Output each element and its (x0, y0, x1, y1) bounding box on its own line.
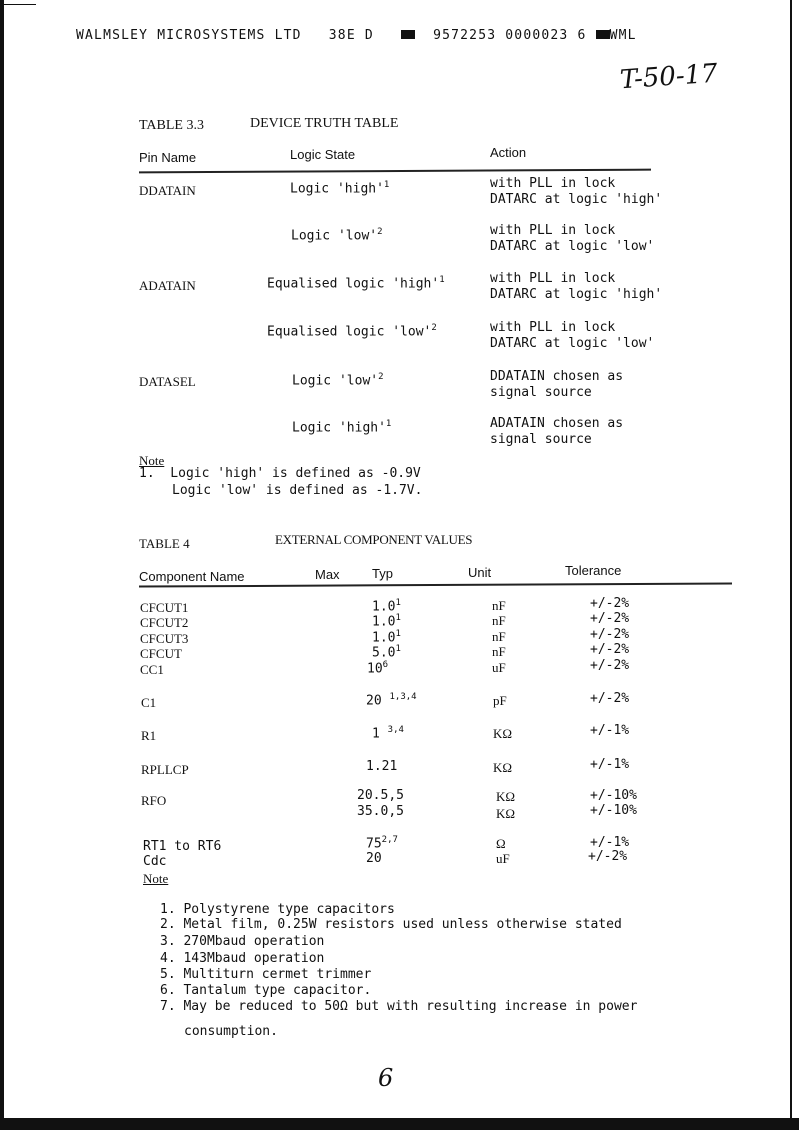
unit-value: nF (492, 644, 506, 659)
tolerance-value: +/-2% (590, 627, 630, 642)
header-code: 38E D (328, 28, 374, 43)
note-item: 7. May be reduced to 50Ω but with resulting increase in power (160, 999, 638, 1014)
component-name: CFCUT3 (140, 631, 189, 646)
action-line: DDATAIN chosen as (490, 369, 624, 384)
scan-bottom-edge (0, 1118, 799, 1130)
logic-state: Equalised logic '$low'^2$ (267, 323, 437, 340)
logic-state: Logic '$low'^2$ (292, 372, 384, 389)
pin-name: DDATAIN (139, 183, 196, 198)
tolerance-value: +/-1% (590, 835, 630, 850)
note-item: 6. Tantalum type capacitor. (160, 983, 372, 998)
typ-value: 1 $^{3,4}$ (372, 725, 404, 742)
typ-value: 20 $^{1,3,4}$ (366, 692, 417, 709)
component-name: CFCUT2 (140, 615, 189, 630)
table4-number: TABLE 4 (139, 536, 190, 551)
component-name: CC1 (140, 662, 164, 677)
header-logic-state: Logic State (290, 147, 356, 162)
tolerance-value: +/-2% (590, 642, 630, 657)
unit-value: uF (496, 851, 510, 866)
header-unit: Unit (468, 565, 492, 580)
scan-top-mark (4, 4, 36, 5)
typ-value: 35.0,5 (357, 804, 404, 819)
header-component-name: Component Name (139, 569, 245, 584)
action-line: DATARC at logic 'low' (490, 336, 655, 351)
typ-value: $5.0^1$ (372, 644, 401, 661)
unit-value: Ω (496, 836, 506, 851)
action-line: with PLL in lock (490, 223, 616, 238)
note-item-continued: consumption. (184, 1024, 278, 1039)
header-pin-name: Pin Name (139, 150, 197, 165)
typ-value: $1.0^1$ (372, 613, 401, 630)
tolerance-value: +/-2% (590, 596, 630, 611)
header-number: 9572253 0000023 6 (433, 28, 587, 43)
header-action: Action (490, 145, 527, 160)
company-name: WALMSLEY MICROSYSTEMS LTD (76, 28, 302, 43)
pin-name: ADATAIN (139, 278, 196, 293)
fax-header (76, 28, 637, 43)
tolerance-value: +/-2% (590, 611, 630, 626)
component-name: R1 (141, 728, 157, 743)
note-item: 3. 270Mbaud operation (160, 934, 325, 949)
unit-value: KΩ (496, 789, 516, 804)
typ-value: $10^6$ (367, 660, 389, 677)
component-name: CFCUT1 (140, 600, 189, 615)
typ-value: 20.5,5 (357, 788, 404, 803)
table33-note-line: 1. Logic 'high' is defined as -0.9V (139, 466, 421, 481)
handwritten-ref: T-50-17 (619, 58, 719, 96)
handwritten-page-number: 6 (378, 1064, 394, 1092)
action-line: with PLL in lock (490, 271, 616, 286)
table33-number: TABLE 3.3 (139, 118, 204, 133)
table4-note-heading: Note (143, 871, 169, 886)
unit-value: nF (492, 613, 506, 628)
component-name: C1 (141, 695, 157, 710)
tolerance-value: +/-2% (588, 849, 628, 864)
typ-value: 20 (366, 851, 382, 866)
header-max: Max (315, 567, 340, 582)
header-tolerance: Tolerance (565, 563, 622, 578)
action-line: DATARC at logic 'high' (490, 287, 663, 302)
action-line: with PLL in lock (490, 176, 616, 191)
note-item: 4. 143Mbaud operation (160, 951, 325, 966)
unit-value: pF (493, 693, 507, 708)
tolerance-value: +/-1% (590, 723, 630, 738)
table4-title: EXTERNAL COMPONENT VALUES (275, 532, 473, 547)
scan-left-edge (0, 0, 4, 1130)
unit-value: KΩ (493, 760, 513, 775)
tolerance-value: +/-10% (590, 803, 637, 818)
header-suffix: WML (609, 28, 637, 43)
table33-rule (139, 169, 651, 173)
note-item: 1. Polystyrene type capacitors (160, 902, 395, 917)
unit-value: uF (492, 660, 506, 675)
unit-value: KΩ (496, 806, 516, 821)
table33-title: DEVICE TRUTH TABLE (250, 116, 399, 131)
action-line: with PLL in lock (490, 320, 616, 335)
component-name: CFCUT (140, 646, 182, 661)
tolerance-value: +/-2% (590, 691, 630, 706)
component-name: RFO (141, 793, 167, 808)
tolerance-value: +/-1% (590, 757, 630, 772)
component-name: RPLLCP (141, 762, 189, 777)
tolerance-value: +/-10% (590, 788, 637, 803)
action-line: DATARC at logic 'low' (490, 239, 655, 254)
logic-state: Equalised logic '$high'^1$ (267, 275, 445, 292)
table33-note-line: Logic 'low' is defined as -1.7V. (172, 483, 423, 498)
scan-right-edge (790, 0, 792, 1118)
unit-value: nF (492, 598, 506, 613)
logic-state: Logic '$high'^1$ (292, 419, 392, 436)
redaction-block (401, 30, 415, 39)
redaction-block (596, 30, 610, 39)
logic-state: Logic '$low'^2$ (291, 227, 383, 244)
typ-value: $1.0^1$ (372, 598, 401, 615)
unit-value: KΩ (493, 726, 513, 741)
unit-value: nF (492, 629, 506, 644)
component-name: Cdc (143, 854, 167, 869)
typ-value: $1.0^1$ (372, 629, 401, 646)
pin-name: DATASEL (139, 374, 196, 389)
note-item: 2. Metal film, 0.25W resistors used unless otherwise stated (160, 917, 622, 932)
action-line: ADATAIN chosen as (490, 416, 624, 431)
table33-note-heading: Note (139, 453, 165, 468)
tolerance-value: +/-2% (590, 658, 630, 673)
component-name: RT1 to RT6 (143, 839, 222, 854)
typ-value: 1.21 (366, 759, 398, 774)
action-line: DATARC at logic 'high' (490, 192, 663, 207)
note-item: 5. Multiturn cermet trimmer (160, 967, 372, 982)
logic-state: Logic '$high'^1$ (290, 180, 390, 197)
header-typ: Typ (372, 566, 393, 581)
typ-value: 75$^{2,7}$ (366, 835, 398, 852)
action-line: signal source (490, 385, 592, 400)
action-line: signal source (490, 432, 592, 447)
